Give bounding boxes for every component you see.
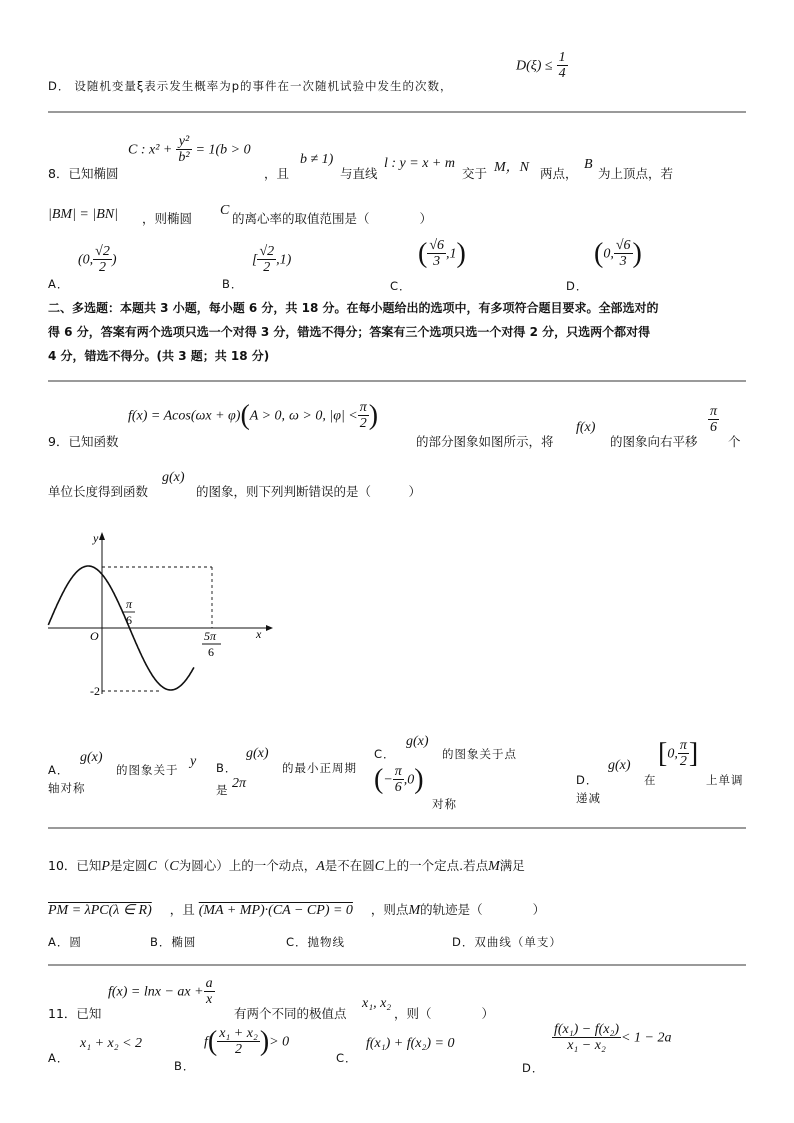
- q8-option-d: D．: [566, 279, 589, 293]
- tick2-den: 6: [208, 645, 214, 659]
- divider: [48, 111, 746, 113]
- q8-stem-line1: [48, 164, 118, 182]
- q7-option-d: [48, 78, 453, 94]
- q11-formula: f(x) = lnx − ax + $\frac{a}{x}$: [108, 976, 213, 1008]
- q7-option-d-label: D．: [48, 79, 71, 93]
- q8-number: 8．已知椭圆: [48, 166, 119, 181]
- y-axis-label: y: [93, 531, 99, 545]
- q10-option-b: B．椭圆: [150, 935, 197, 949]
- q10-option-d: D．双曲线（单支）: [452, 935, 562, 949]
- tick1-den: 6: [126, 613, 132, 627]
- q7-option-d-text: 设随机变量ξ表示发生概率为p的事件在一次随机试验中发生的次数，: [74, 79, 453, 93]
- q10-option-a: A．圆: [48, 935, 82, 949]
- q8-stem-line2: |BM| = |BN|: [48, 207, 118, 222]
- q10-stem-line1: 10．已知P是定圆C（C为圆心）上的一个动点，A是不在圆C上的一个定点.若点M满足: [48, 858, 525, 874]
- q8-option-a: A．: [48, 277, 70, 291]
- q9-cosine-graph: [44, 528, 284, 698]
- tick1-num: π: [126, 597, 133, 611]
- y-axis-arrow: [99, 532, 105, 540]
- divider: [48, 964, 746, 966]
- q8-option-b: B．: [222, 277, 244, 291]
- q11-number: 11．已知: [48, 1006, 102, 1021]
- q10-option-c: C．抛物线: [286, 935, 346, 949]
- divider: [48, 827, 746, 829]
- x-axis-arrow: [266, 625, 273, 631]
- q8-option-c: C．: [390, 279, 412, 293]
- min-label: -2: [90, 684, 100, 698]
- q10-stem-line2: PM = λPC(λ ∈ R) ，且 (MA + MP)·(CA − CP) = 0 ，则点M的轨迹是（ ）: [48, 902, 546, 918]
- origin-label: O: [90, 629, 99, 643]
- tick2-num: 5π: [204, 629, 217, 643]
- q9-function-formula: f(x) = Acos(ωx + φ)(A > 0, ω > 0, |φ| < $\frac{\pi}{2}$ ): [128, 399, 379, 432]
- q8-ellipse-formula: C : x² + $\frac{\text{y²}}{\text{b²}}$ = 1(b > 0: [128, 134, 251, 166]
- q9-number: 9．已知函数: [48, 434, 119, 449]
- x-axis-label: x: [256, 627, 262, 641]
- section2-line2: 得 6 分，答案有两个选项只选一个对得 3 分，错选不得分；答案有三个选项只选一个对得 2 分，只选两个都对得: [48, 325, 651, 339]
- divider: [48, 380, 746, 382]
- section2-line1: 二、多选题：本题共 3 小题，每小题 6 分，共 18 分。在每小题给出的选项中，有多项符合题目要求。全部选对的: [48, 301, 659, 315]
- q7-option-d-formula: D(ξ) ≤ $\frac{1}{4}$: [516, 50, 566, 82]
- section2-line3: 4 分，错选不得分。(共 3 题；共 18 分): [48, 349, 270, 363]
